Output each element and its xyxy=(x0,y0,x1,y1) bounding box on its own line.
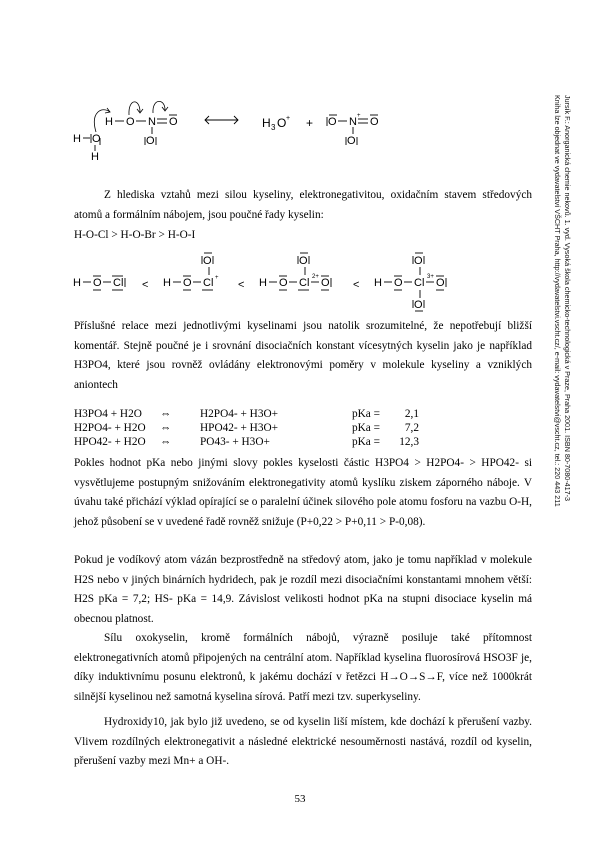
less-than-1: < xyxy=(142,279,149,291)
eq2-left: H2PO4- + H2O xyxy=(74,422,146,434)
perchloric-acid xyxy=(374,253,446,311)
paragraph-oxoacid-strength xyxy=(74,629,532,707)
paragraph-hydroxides xyxy=(74,713,532,772)
hydronium-charge: + xyxy=(286,115,291,122)
paragraph-6-text: Hydroxidy10, jak bylo již uvedeno, se od kyselin liší místem, kde dochází k přerušení vazby. Vlivem rozdílných elektronegativit a následné elektrické nesouměrnosti nastává, rozdíl od kyselin, přerušení vazby mezi Mn+ a OH-. xyxy=(74,716,532,768)
citation-line-2: Kniha lze objednat ve vydavatelství VŠCHT Praha, http://vydavatelstvi.vscht.cz/, e-mail: vydavatelstvi@vscht.cz, tel.: 220 443 211 xyxy=(553,95,562,507)
svg-text:H: H xyxy=(259,277,267,289)
svg-text:O: O xyxy=(394,277,403,289)
paragraph-5-text: Sílu oxokyselin, kromě formálních nábojů, výrazně posiluje také přítomnost elektronegativních atomů připojených na centrální atom. Například kyselina fluorosírová HSO3F je, díky induktivnímu posunu elektronů, k jakému dochází v řetězci H→O→S→F, více než 1000krát silnější kyselinou než samotná kyselina sírová. Patří mezi tzv. superkyseliny. xyxy=(74,632,532,703)
citation-line-1: Jursík F.: Anorganická chemie nekovů. 1. vyd. Vysoká škola chemicko-technologická v Praze, Praha 2001. ISBN 80-7080-417-3 xyxy=(563,95,572,502)
nitrate-n-charge: + xyxy=(357,113,361,119)
atom-o1: O xyxy=(126,116,135,128)
atom-h3: H xyxy=(91,151,99,163)
nitrate-n: N xyxy=(349,116,357,128)
page-number: 53 xyxy=(294,793,306,805)
eq2-right: HPO42- + H3O+ xyxy=(200,422,279,434)
atom-h2: H xyxy=(73,133,81,145)
nitrate-o3: O xyxy=(347,135,356,147)
svg-text:O: O xyxy=(299,255,308,267)
paragraph-2-text: Příslušné relace mezi jednotlivými kyselinami jsou natolik srozumitelné, že nepotřebují bližší komentář. Stejně poučné je i srovnání disociačních konstant vícesytných kyselin jako je například H3PO4, které jsou rovněž ovládány elektronovými poměry v molekule kyseliny a vzniklých aniontech xyxy=(74,320,532,391)
eq3-right: PO43- + H3O+ xyxy=(200,436,270,448)
svg-text:O: O xyxy=(414,299,423,311)
atom-h1: H xyxy=(105,116,113,128)
svg-text:Cl: Cl xyxy=(414,277,425,289)
svg-text:Cl: Cl xyxy=(299,277,310,289)
less-than-3: < xyxy=(353,279,360,291)
less-than-2: < xyxy=(238,279,245,291)
citation-note xyxy=(552,95,572,735)
svg-text:O: O xyxy=(183,277,192,289)
svg-text:O: O xyxy=(279,277,288,289)
eq2-pk-value: 7,2 xyxy=(404,422,419,434)
svg-text:O: O xyxy=(321,277,330,289)
eq1-arrow: ⇔ xyxy=(160,408,172,420)
eq1-left: H3PO4 + H2O xyxy=(74,408,142,420)
eq3-left: HPO42- + H2O xyxy=(74,436,146,448)
halogen-acid-series: H-O-Cl > H-O-Br > H-O-I xyxy=(74,229,196,241)
svg-text:O: O xyxy=(93,277,102,289)
eq2-pk-label: pKa = xyxy=(352,422,381,434)
plus-sign: + xyxy=(306,116,314,130)
svg-text:+: + xyxy=(215,275,219,281)
nitrate-o1: O xyxy=(328,116,337,128)
resonance-arrow xyxy=(205,116,238,124)
nitrate-o2: O xyxy=(370,116,379,128)
svg-text:H: H xyxy=(163,277,171,289)
svg-text:3+: 3+ xyxy=(427,274,434,280)
eq2-arrow: ⇔ xyxy=(160,422,172,434)
paragraph-binary-hydrides xyxy=(74,551,532,629)
hydronium-nitrate-products xyxy=(262,113,379,147)
atom-n: N xyxy=(148,116,156,128)
water-nitric-acid-structure xyxy=(73,101,178,163)
eq3-pk-label: pKa = xyxy=(352,436,381,448)
svg-text:Cl: Cl xyxy=(203,277,214,289)
atom-o3: O xyxy=(146,135,155,147)
hypochlorous-acid xyxy=(73,276,125,290)
atom-o2: O xyxy=(169,116,178,128)
hydronium-o: O xyxy=(277,116,287,130)
svg-text:2+: 2+ xyxy=(312,274,319,280)
atom-o4: O xyxy=(92,133,101,145)
chloric-acid xyxy=(259,253,331,290)
eq3-arrow: ⇔ xyxy=(160,436,172,448)
scheme-nitric-acid-protonation xyxy=(60,80,390,170)
chlorous-acid xyxy=(163,253,219,290)
scheme-chlorine-oxoacids xyxy=(60,250,540,320)
eq1-pk-label: pKa = xyxy=(352,408,381,420)
paragraph-4-text: Pokud je vodíkový atom vázán bezprostředně na středový atom, jako je tomu například v molekule H2S nebo v jiných binárních hydridech, pak je rozdíl mezi disociačními konstantami mnohem větší: H2S pKa = 7,2; HS- pKa = 14,9. Závislost velikosti hodnot pKa na stupni disociace kyselin má obecnou platnost. xyxy=(74,554,532,625)
paragraph-1-text: Z hlediska vztahů mezi silou kyseliny, elektronegativitou, oxidačním stavem středových atomů a formálním nábojem, jsou poučné řady kyselin: xyxy=(74,189,532,221)
paragraph-3-text: Pokles hodnot pKa nebo jinými slovy pokles kyselosti částic H3PO4 > H2PO4- > HPO42- si vysvětlujeme postupným snižováním elektronegativity atomů kyslíku ziskem záporného náboje. V úvahu také přichází výklad opírající se o paralelní účinek silového pole atomu fosforu na vazbu O-H, jehož působení se v uvedené řadě rovněž snižuje (P+0,22 > P+0,11 > P-0,08). xyxy=(74,457,532,528)
svg-text:O: O xyxy=(436,277,445,289)
eq3-pk-value: 12,3 xyxy=(399,436,419,448)
eq1-right: H2PO4- + H3O+ xyxy=(200,408,279,420)
svg-text:Cl: Cl xyxy=(113,277,124,289)
svg-text:H: H xyxy=(374,277,382,289)
eq1-pk-value: 2,1 xyxy=(404,408,419,420)
svg-text:H: H xyxy=(73,277,81,289)
svg-text:O: O xyxy=(203,255,212,267)
svg-text:O: O xyxy=(414,255,423,267)
paragraph-polyprotic-acids xyxy=(74,317,532,395)
paragraph-pka-decrease xyxy=(74,454,532,532)
hydronium-h: H xyxy=(262,116,271,130)
paragraph-acid-series-intro xyxy=(74,186,532,225)
hydronium-sub3: 3 xyxy=(271,123,276,132)
